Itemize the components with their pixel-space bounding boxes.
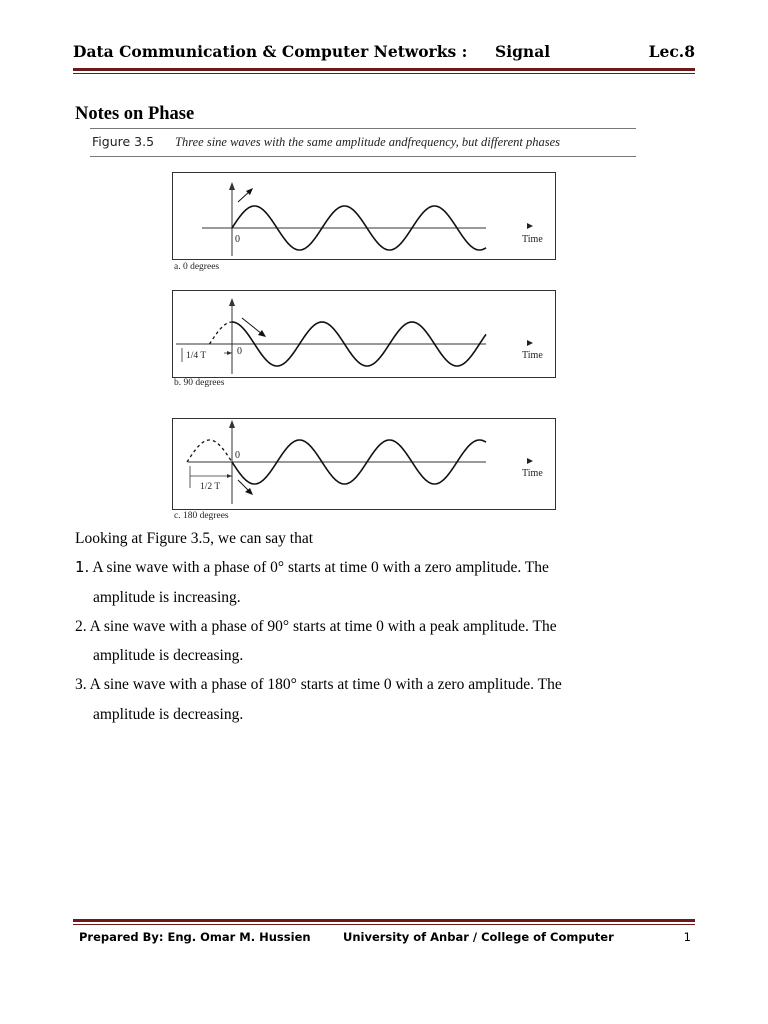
phase-lead-dashed [187,440,232,462]
direction-arrow-head [245,488,253,495]
list-item-text: A sine wave with a phase of 180° starts at time 0 with a zero amplitude. The [89,676,562,693]
list-item-2 [75,619,557,635]
figure-caption-rule [90,156,636,157]
offset-label: 1/2 T [200,482,221,492]
panel-caption-a: a. 0 degrees [174,262,220,272]
list-number: 3. [75,676,87,693]
list-item-text: A sine wave with a phase of 90° starts at time 0 with a peak amplitude. The [89,618,557,635]
figure-top-rule [90,128,636,129]
list-item-2-continuation: amplitude is decreasing. [93,647,244,664]
page-header [73,42,695,66]
list-item-1-continuation: amplitude is increasing. [93,589,241,606]
axis-arrow-head [229,182,235,190]
time-arrow-icon [527,223,533,229]
header-rule-thin [73,73,695,74]
time-arrow-icon [527,340,533,346]
page-footer [79,930,691,948]
list-item-3 [75,677,562,693]
footer-rule-thin [73,924,695,925]
sine-panel-180-degrees [172,418,556,510]
list-item-1 [75,560,549,576]
time-label: Time [522,468,543,479]
panel-caption-b: b. 90 degrees [174,378,225,388]
offset-label: 1/4 T [186,351,207,361]
footer-author: Prepared By: Eng. Omar M. Hussien [79,930,311,944]
header-course: Data Communication & Computer Networks : [73,42,468,61]
panel-caption-c: c. 180 degrees [174,511,229,521]
list-item-3-continuation: amplitude is decreasing. [93,706,244,723]
time-label: Time [522,350,543,361]
footer-rule-thick [73,919,695,922]
zero-label: 0 [235,450,240,461]
header-topic: Signal [495,42,551,61]
sine-panel-0-degrees [172,172,556,260]
time-arrow-icon [527,458,533,464]
axis-arrow-head [229,298,235,306]
sine-panel-90-degrees [172,290,556,378]
header-rule-thick [73,68,695,71]
list-item-text: A sine wave with a phase of 0° starts at time 0 with a zero amplitude. The [92,559,549,576]
panel-frame [173,419,556,510]
page-number: 1 [683,930,691,944]
footer-institution: University of Anbar / College of Computer [343,930,614,944]
section-title: Notes on Phase [75,104,195,124]
list-number: 1. [75,558,90,576]
offset-arrow-head [227,474,232,478]
header-lecture: Lec.8 [648,42,695,61]
list-number: 2. [75,618,87,635]
figure-label: Figure 3.5 [92,134,155,149]
zero-label: 0 [237,346,242,357]
direction-arrow-head [258,330,266,337]
axis-arrow-head [229,420,235,428]
intro-text: Looking at Figure 3.5, we can say that [75,530,314,547]
panel-frame [173,173,556,260]
phase-lead-dashed [210,322,232,344]
zero-label: 0 [235,234,240,245]
figure-caption: Three sine waves with the same amplitude andfrequency, but different phases [175,135,561,149]
offset-arrow-head [227,351,232,355]
time-label: Time [522,234,543,245]
